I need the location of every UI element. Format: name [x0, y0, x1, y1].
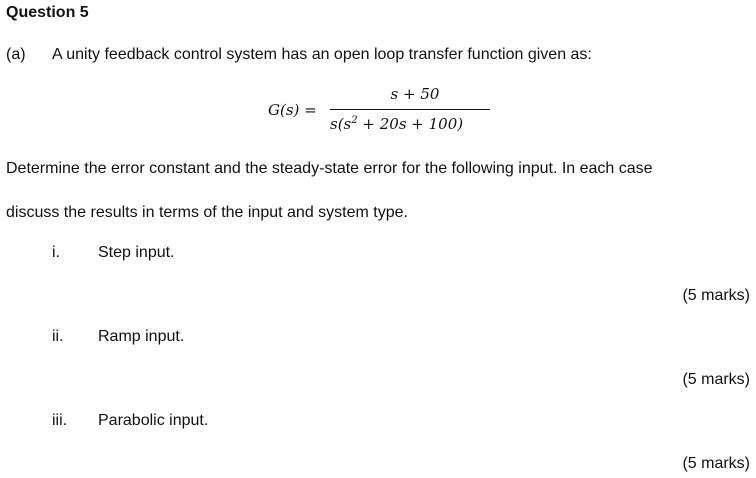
item-text: Step input. — [98, 244, 175, 261]
equation-denominator — [330, 115, 463, 133]
part-label: (a) — [6, 46, 26, 63]
item-marks: (5 marks) — [682, 455, 750, 472]
item-numeral: i. — [52, 244, 60, 261]
instruction-line-2: discuss the results in terms of the input and system type. — [6, 204, 408, 221]
item-numeral: iii. — [52, 412, 68, 429]
instruction-line-1: Determine the error constant and the steady-state error for the following input. In each case — [6, 160, 653, 177]
item-marks: (5 marks) — [682, 371, 750, 388]
denominator-prefix: s(s — [330, 115, 352, 133]
denominator-suffix: + 20s + 100) — [357, 115, 464, 133]
equation-lhs: G(s) = — [268, 101, 317, 119]
item-text: Ramp input. — [98, 328, 185, 345]
part-statement: A unity feedback control system has an open loop transfer function given as: — [52, 46, 592, 63]
fraction-bar — [330, 109, 490, 110]
equation-numerator: s + 50 — [390, 85, 440, 103]
item-text: Parabolic input. — [98, 412, 209, 429]
question-title: Question 5 — [6, 4, 89, 21]
item-numeral: ii. — [52, 328, 64, 345]
denominator-exponent: 2 — [351, 115, 358, 126]
item-marks: (5 marks) — [682, 287, 750, 304]
